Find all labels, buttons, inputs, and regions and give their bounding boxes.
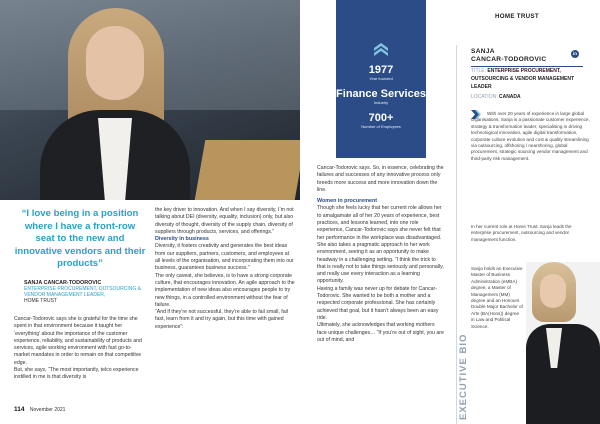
magazine-header: HOME TRUST [495, 13, 539, 20]
home-trust-logo-icon [373, 42, 389, 58]
bio-location [471, 94, 521, 100]
paragraph: She also takes a pragmatic approach to her work environment, seeing it as an opportunity to make headway in a challenging setting. “I think the trick to that is really not to take things seriously and personally, and really use every interaction as a learning opportunity. [317, 241, 444, 285]
quote-name: SANJA CANCAR-TODOROVIC [24, 280, 102, 286]
pull-quote: “I love being in a position where I have a front-row seat to the new and innovative vendors and their products” [14, 208, 146, 270]
bio-title [471, 68, 589, 91]
bio-portrait-photo [526, 262, 600, 424]
bio-paragraph-3: Sanja holds an Executive Master of Business Administration (eMBA) degree, a Master of Management (MM) degree and an Honours Double Major Bachelor of Arts (BA(Hons)) degree in Law and Political Science. [471, 266, 523, 329]
stat-employees-label: Number of Employees [361, 124, 401, 129]
divider [471, 66, 583, 67]
subheading-diversity: Diversity in business [155, 236, 209, 243]
paragraph: The only caveat, she believes, is to have a strong corporate culture, that encourages innovation. An agile approach to the implementation of new ideas also encourages people to try new things, in a controlled environment without the fear of failure. [155, 272, 295, 308]
paragraph: Diversity, it fosters creativity and generates the best ideas from our suppliers, partners, customers, and employees at all levels of the organisation, and incorporating them into our business, guarantees business success.” [155, 243, 294, 272]
side-label-text: EXECUTIVE BIO [458, 333, 469, 420]
issue-date: November 2021 [29, 407, 66, 413]
article-column-1 [14, 316, 142, 382]
quote-attribution [24, 280, 144, 304]
page-footer [14, 406, 65, 413]
bio-lead: With over 20 years of experience in large global [487, 111, 585, 116]
paragraph: Ultimately, she acknowledges that working mothers face unique challenges… “If you’re out of sight, you are out of mind, and [317, 322, 444, 343]
page-number: 114 [14, 406, 25, 413]
bio-body: organisations, Sanja is a passionate customer experience, strategy & transformation leader, specialising in driving technological innovation, agile digital transformation, corporate culture evolution and cost & quality streamlining via outsourcing, offshoring / nearshoring, global procurement, strategic sourcing vendor management and third-party risk management. [471, 117, 590, 161]
quote-company: HOME TRUST [24, 298, 57, 304]
paragraph: Cancar-Todorovic says. So, in essence, celebrating the failures and successes of any innovative process only breeds more success and more innovation down the line. [317, 165, 444, 193]
paragraph: Though she feels lucky that her current role allows her to amalgamate all of her 20 years of experience, best practices, and lessons learned, into one role experience, Cancar-Todorovic says she never felt that her performance in the workplace was disadvantaged. [317, 205, 442, 241]
quote-role: ENTERPRISE PROCUREMENT, OUTSOURCING & VENDOR MANAGEMENT LEADER, [24, 286, 141, 298]
feature-photo [0, 0, 300, 200]
bio-name [471, 48, 575, 64]
title-value: ENTERPRISE PROCUREMENT, OUTSOURCING & VENDOR MANAGEMENT LEADER [471, 68, 575, 90]
bio-name-first: SANJA [471, 48, 495, 55]
subheading-women: Women in procurement [317, 198, 378, 205]
bio-paragraph-1 [471, 111, 591, 162]
location-label: LOCATION: [471, 94, 498, 100]
article-column-2 [155, 207, 295, 331]
bio-paragraph-2: In her current role at Home Trust, Sanja leads the enterprise procurement, outsourcing and vendor management function. [471, 224, 572, 242]
stat-year: 1977 [368, 64, 394, 76]
executive-bio-side-label [458, 305, 472, 424]
linkedin-icon[interactable]: in [573, 51, 577, 56]
bio-name-last: CANCAR-TODOROVIC [471, 56, 547, 63]
stat-year-label: Year founded [369, 76, 393, 81]
paragraph: Having a family was never up for debate for Cancar-Todorovic. She wanted to be both a mother and a respected corporate professional. She has certainly achieved that goal, but it hasn’t always been an easy ride. [317, 285, 439, 321]
title-label: TITLE: [471, 68, 487, 74]
stat-employees: 700+ [368, 112, 394, 124]
location-value: CANADA [498, 94, 521, 100]
paragraph: “And if they’re not successful, they’re able to fail small, fail fast, learn from it and try again, but this time with gained experience”: [155, 309, 288, 330]
company-stats-box [336, 0, 426, 158]
stat-industry: Finance Services [336, 88, 426, 100]
paragraph: the key driver to innovation. And when I say diversity, I’m not talking about DEI (diversity, equality, inclusion) only, but also diversity of thought, diversity of the supply chain, diversity of suppliers through products, services, and offerings.” [155, 207, 294, 235]
paragraph: But, she says, “The most importantly, telco experience instilled in me is that diversity is [14, 367, 139, 381]
paragraph: Cancar-Todorovic says she is grateful for the time she spent in that environment because it taught her ‘everything’ about the importance of the customer experience, reliability, and sustainability of products and services, agile working environment with fast go-to-market mandates in order to remain on that competitive edge. [14, 316, 142, 366]
article-column-3 [317, 165, 445, 344]
stat-industry-label: Industry [373, 100, 389, 105]
